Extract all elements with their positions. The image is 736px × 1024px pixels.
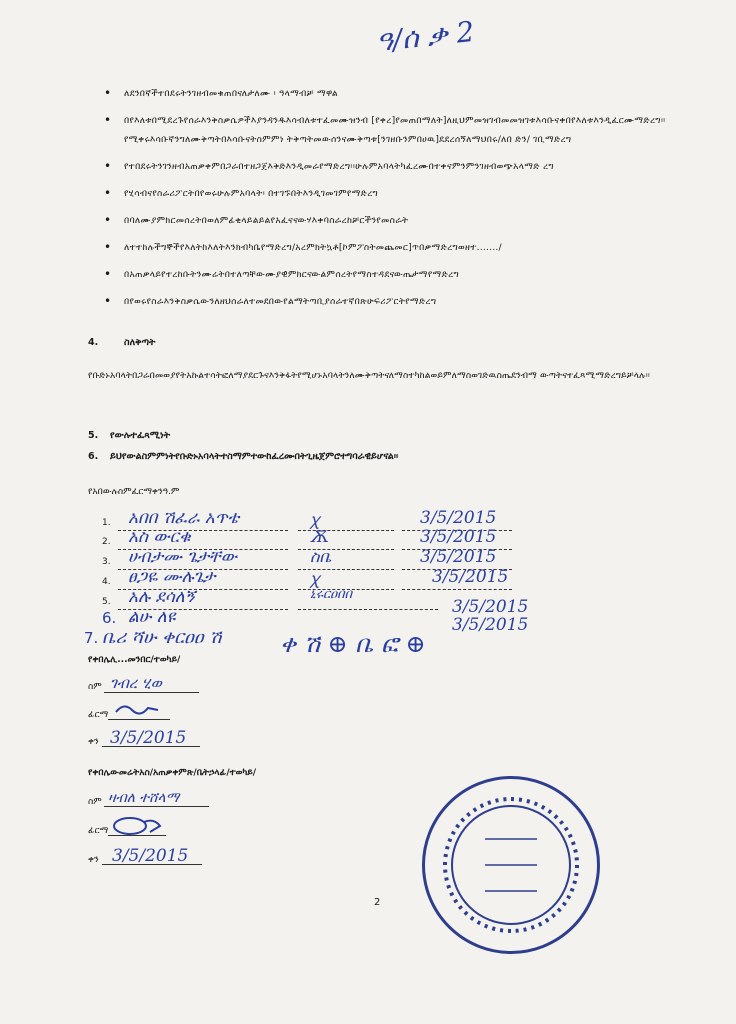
signer-date: 3/5/2015 <box>420 547 497 567</box>
row-number: 6. <box>102 609 117 627</box>
signer-name: አሉ ደሳለኝ <box>128 587 195 607</box>
signer-signature: Ѫ <box>310 527 328 546</box>
party2-date-value: 3/5/2015 <box>112 846 189 866</box>
party2-date-label: ቀን <box>88 855 99 865</box>
signer-date: 3/5/2015 <box>420 527 497 547</box>
list-item: • ለተተከሉችግኞችየእለትከእለትእንክብካቤየማድረግ/አረምክትኳቶ[ኮምፖስትመጨመር]ጥበቃማድረግወዘተ......./ <box>104 238 704 257</box>
party2-name-value: ዛብለ ተሸላማ <box>108 790 180 806</box>
party2-name-label: ስም <box>88 797 102 807</box>
section-4-text: የቡድኑአባላትበጋራበመወያየትአኩልተሳትፎለማያደርጉናእንቅፋትየሚሆኑአባላትንለሙቅጣትናለማስተካከልወይምለማስወገድዉስጤደንብማ ውጣትናተፈጻሚማድረግይቻላሉ፡፡ <box>88 370 650 381</box>
party1-name-label: ስም <box>88 682 102 692</box>
row-number: 5. <box>102 597 111 607</box>
party1-date-label: ቀን <box>88 737 99 747</box>
signer-name: ፀጋዬ ሙሉጌታ <box>128 567 216 587</box>
handwritten-page-note: ዓ/ሰ ቃ 2 <box>374 14 476 59</box>
party2-signature <box>110 814 166 838</box>
signer-name: ልሁ ለዩ <box>128 607 176 627</box>
list-item: • በባለሙያምክርመሰረትበወለምፊቂላይልይልየአፈናናውሃእቀባስራረከቻርችንየመስራት <box>104 211 704 230</box>
section-4-number: 4. <box>88 337 99 348</box>
signer-signature: ꭓ <box>310 569 319 588</box>
section-6-number: 6. <box>88 451 99 462</box>
row-number: 4. <box>102 577 111 587</box>
signer-date: 3/5/2015 <box>452 615 529 635</box>
list-item: • በየወሩየስራእንቅስቃሴውንለዘህሰራለተመደበውየልማትጣቢያሰራተኛበጽሁፍሪፖርትየማድረግ <box>104 292 704 311</box>
list-item: • በየእለቱበሚደረጉየሰራእንቅስቃሴዎችእያንዳንዱእሳብለቱተፈመሙዝንብ [የቀረ]የመጠበማለት]ለዚህምመዝገብመመዝገቱእሳቡናቀበየእለቱእንዲፈርሙማድረግ፡፡የሚቀሩእሳቡኛንግለሙቅጣትበእሳቡናትስምምነ ትቅጣትመውሰንናሙቅጣቱ[ንገዘቡንምበሀዉ]ደደረሰኝለማህበሩ/ለበ ድን/ ገቢማድረግ <box>104 111 704 149</box>
party1-name-value: ገብረ ሂወ <box>110 674 162 692</box>
signer-date: 3/5/2015 <box>432 567 509 587</box>
row-number: 1. <box>102 518 111 528</box>
signer-date: 3/5/2015 <box>420 508 497 528</box>
signer-signature: ስቤ <box>310 547 332 566</box>
list-item: • የተበደሩትንገንዘብአጠቃቀምበጋራበተዘጋጀእቅድእንዲመራየማድረግ፡፡ሁሉምአባላትካፈረሙበተቀናምንምንገዘብወጭአላማድ ረግ <box>104 157 704 176</box>
signer-signature: ꭓ <box>310 510 319 529</box>
signer-name: አበበ ሽፈራ አጥቴ <box>128 508 240 528</box>
party1-date-value: 3/5/2015 <box>110 728 187 748</box>
list-item: • ለደንበኛችተበደሩትንገዘብመቁጠበናለታለሙ ፡ ዓላማብቻ ማዋል <box>104 84 704 103</box>
row-number: 2. <box>102 537 111 547</box>
official-seal-stamp <box>422 776 600 954</box>
signer-date: 3/5/2015 <box>452 597 529 617</box>
party2-title: የቀበሌውመሬትአስ/አጠቃቀምጽ/ቤትኃላፊ/ተወካይ/ <box>88 768 257 778</box>
signer-signature: ኒሩርዐበበ <box>310 587 353 602</box>
party1-sign-label: ፊርማ <box>88 710 109 720</box>
party2-sign-label: ፊርማ <box>88 826 109 836</box>
party1-signature <box>112 700 162 720</box>
section-5-title: የውሉተፈጻሚነት <box>110 430 171 441</box>
signer-name: ሀብታሙ ጌታቸው <box>128 547 238 567</box>
section-4-title: ስለቅጣት <box>124 337 156 348</box>
signer-name: ቤሪ ሻሁ ቀርዐዐ ሽ <box>102 627 222 648</box>
obligations-list <box>104 84 704 319</box>
list-item: • የሂሳብናየስራሪፖርትበየወሩሁሉምአባላት፡ በተገኙበትእንዲገመገምየማድረግ <box>104 184 704 203</box>
row-number: 3. <box>102 557 111 567</box>
handwritten-scrawl: ቀ ሽ ⊕ ቤ ፎ ⊕ <box>280 630 426 658</box>
page-number: 2 <box>374 897 381 908</box>
signer-name: አስ ውርቁ <box>128 527 191 547</box>
section-6-title: ይህየውልስምምነትየቡድኑአባላትተስማምተውከፈረሙበትጊዜጀምሮተግባራዊይሆናል፡፡ <box>110 451 399 462</box>
party1-title: የቀበሌሊ...መንበር/ተወካይ/ <box>88 655 181 665</box>
row-number: 7. <box>84 629 99 647</box>
list-item: • በአጠቃላይየተረከቡትንሙሬትበተለጣቸውሙያዊምክርናውልምሰረትየማስተዳደናውጤታማየማድረግ <box>104 265 704 284</box>
signers-table-header: የአበውሉስምፈርማቀንዓ.ም <box>88 487 180 497</box>
section-5-number: 5. <box>88 430 99 441</box>
